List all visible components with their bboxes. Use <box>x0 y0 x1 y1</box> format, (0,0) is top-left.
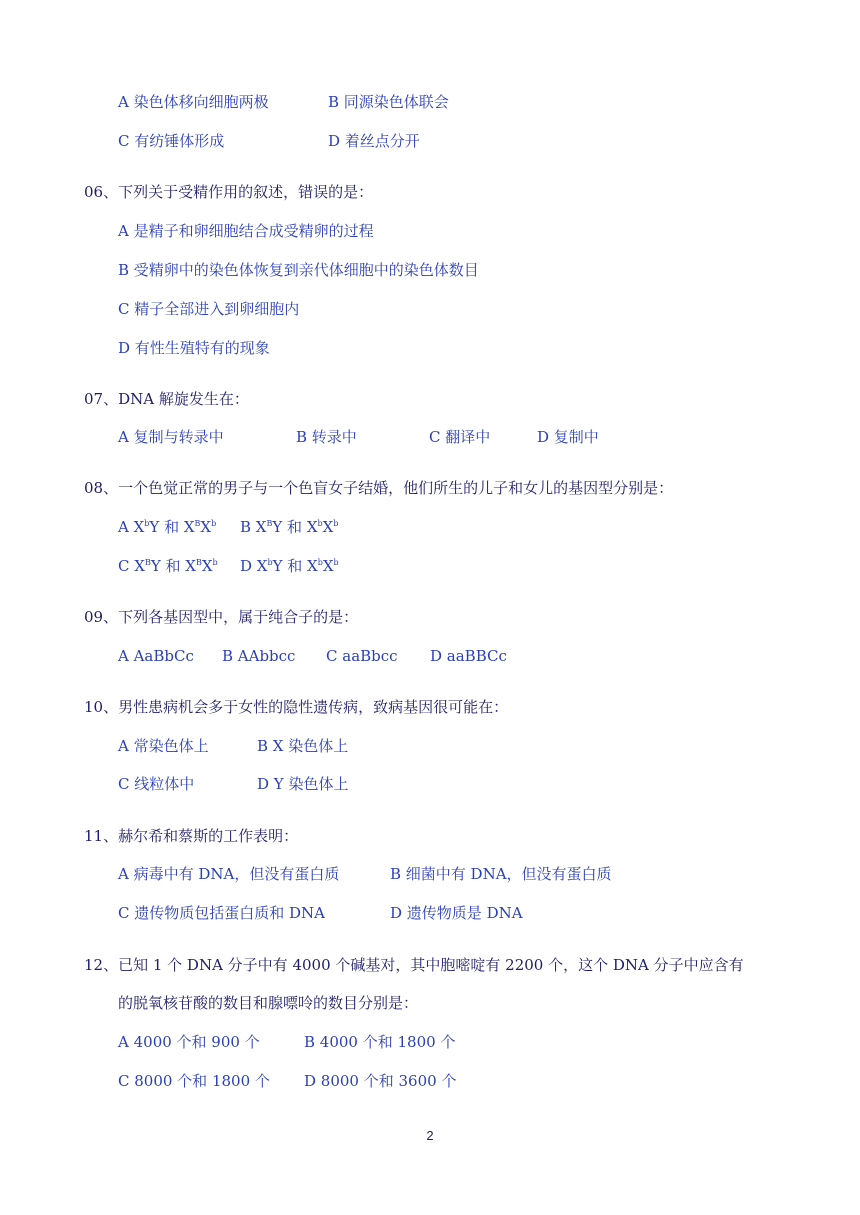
q8-stem: 08、一个色觉正常的男子与一个色盲女子结婚，他们所生的儿子和女儿的基因型分别是： <box>84 479 674 497</box>
q10-option-d: D Y 染色体上 <box>257 775 349 793</box>
q9-option-a: A AaBbCc <box>118 647 194 665</box>
q7-option-d: D 复制中 <box>537 428 599 446</box>
q10-option-a: A 常染色体上 <box>118 737 209 755</box>
q12-options-row-1 <box>118 1032 456 1052</box>
q6-stem: 06、下列关于受精作用的叙述，错误的是： <box>84 183 374 201</box>
q5-option-c: C 有纺锤体形成 <box>118 132 225 150</box>
q11-options-row-2 <box>118 903 523 923</box>
q5-option-d: D 着丝点分开 <box>328 132 420 150</box>
q5-options-row-1 <box>118 92 449 112</box>
q12-stem-line-2: 的脱氧核苷酸的数目和腺嘌呤的数目分别是： <box>118 994 419 1012</box>
q10-option-c: C 线粒体中 <box>118 775 195 793</box>
q9-option-b: B AAbbcc <box>222 647 296 665</box>
q6-option-d: D 有性生殖特有的现象 <box>118 339 270 357</box>
q11-option-a: A 病毒中有 DNA，但没有蛋白质 <box>118 865 340 883</box>
q9-option-c: C aaBbcc <box>326 647 398 665</box>
q12-option-c: C 8000 个和 1800 个 <box>118 1072 270 1090</box>
q12-option-d: D 8000 个和 3600 个 <box>304 1072 457 1090</box>
q8-options-row-1 <box>118 517 339 537</box>
q9-stem: 09、下列各基因型中，属于纯合子的是： <box>84 608 359 626</box>
page-number: 2 <box>426 1128 434 1143</box>
q11-option-d: D 遗传物质是 DNA <box>390 904 523 922</box>
q10-options-row-1 <box>118 736 349 756</box>
q5-option-a: A 染色体移向细胞两极 <box>118 93 269 111</box>
q6-option-c: C 精子全部进入到卵细胞内 <box>118 300 300 318</box>
q6-option-b: B 受精卵中的染色体恢复到亲代体细胞中的染色体数目 <box>118 261 479 279</box>
q7-option-b: B 转录中 <box>296 428 357 446</box>
q10-stem: 10、男性患病机会多于女性的隐性遗传病，致病基因很可能在： <box>84 698 509 716</box>
q12-stem-line-1: 12、已知 1 个 DNA 分子中有 4000 个碱基对，其中胞嘧啶有 2200 个，这个 DNA 分子中应含有 <box>84 956 744 974</box>
q8-option-a: A $X^bY$ 和 $X^BX^b$ <box>118 518 217 536</box>
q10-options-row-2 <box>118 774 349 794</box>
q8-option-d: D $X^bY$ 和 $X^bX^b$ <box>240 557 339 575</box>
q11-stem: 11、赫尔希和蔡斯的工作表明： <box>84 827 299 845</box>
q12-option-a: A 4000 个和 900 个 <box>118 1033 260 1051</box>
q6-option-a: A 是精子和卵细胞结合成受精卵的过程 <box>118 222 374 240</box>
q11-option-c: C 遗传物质包括蛋白质和 DNA <box>118 904 325 922</box>
q8-option-b: B $X^BY$ 和 $X^bX^b$ <box>240 518 339 536</box>
q7-option-a: A 复制与转录中 <box>118 428 224 446</box>
q7-option-c: C 翻译中 <box>429 428 491 446</box>
q7-options-row <box>118 427 599 447</box>
q5-option-b: B 同源染色体联会 <box>328 93 449 111</box>
q7-stem: 07、DNA 解旋发生在： <box>84 390 249 408</box>
q11-options-row-1 <box>118 864 612 884</box>
q5-options-row-2 <box>118 131 420 151</box>
q9-option-d: D aaBBCc <box>430 647 507 665</box>
q11-option-b: B 细菌中有 DNA，但没有蛋白质 <box>390 865 612 883</box>
q12-option-b: B 4000 个和 1800 个 <box>304 1033 456 1051</box>
q10-option-b: B X 染色体上 <box>257 737 349 755</box>
q12-options-row-2 <box>118 1071 457 1091</box>
q8-options-row-2 <box>118 556 339 576</box>
q9-options-row <box>118 646 507 666</box>
q8-option-c: C $X^BY$ 和 $X^BX^b$ <box>118 557 218 575</box>
